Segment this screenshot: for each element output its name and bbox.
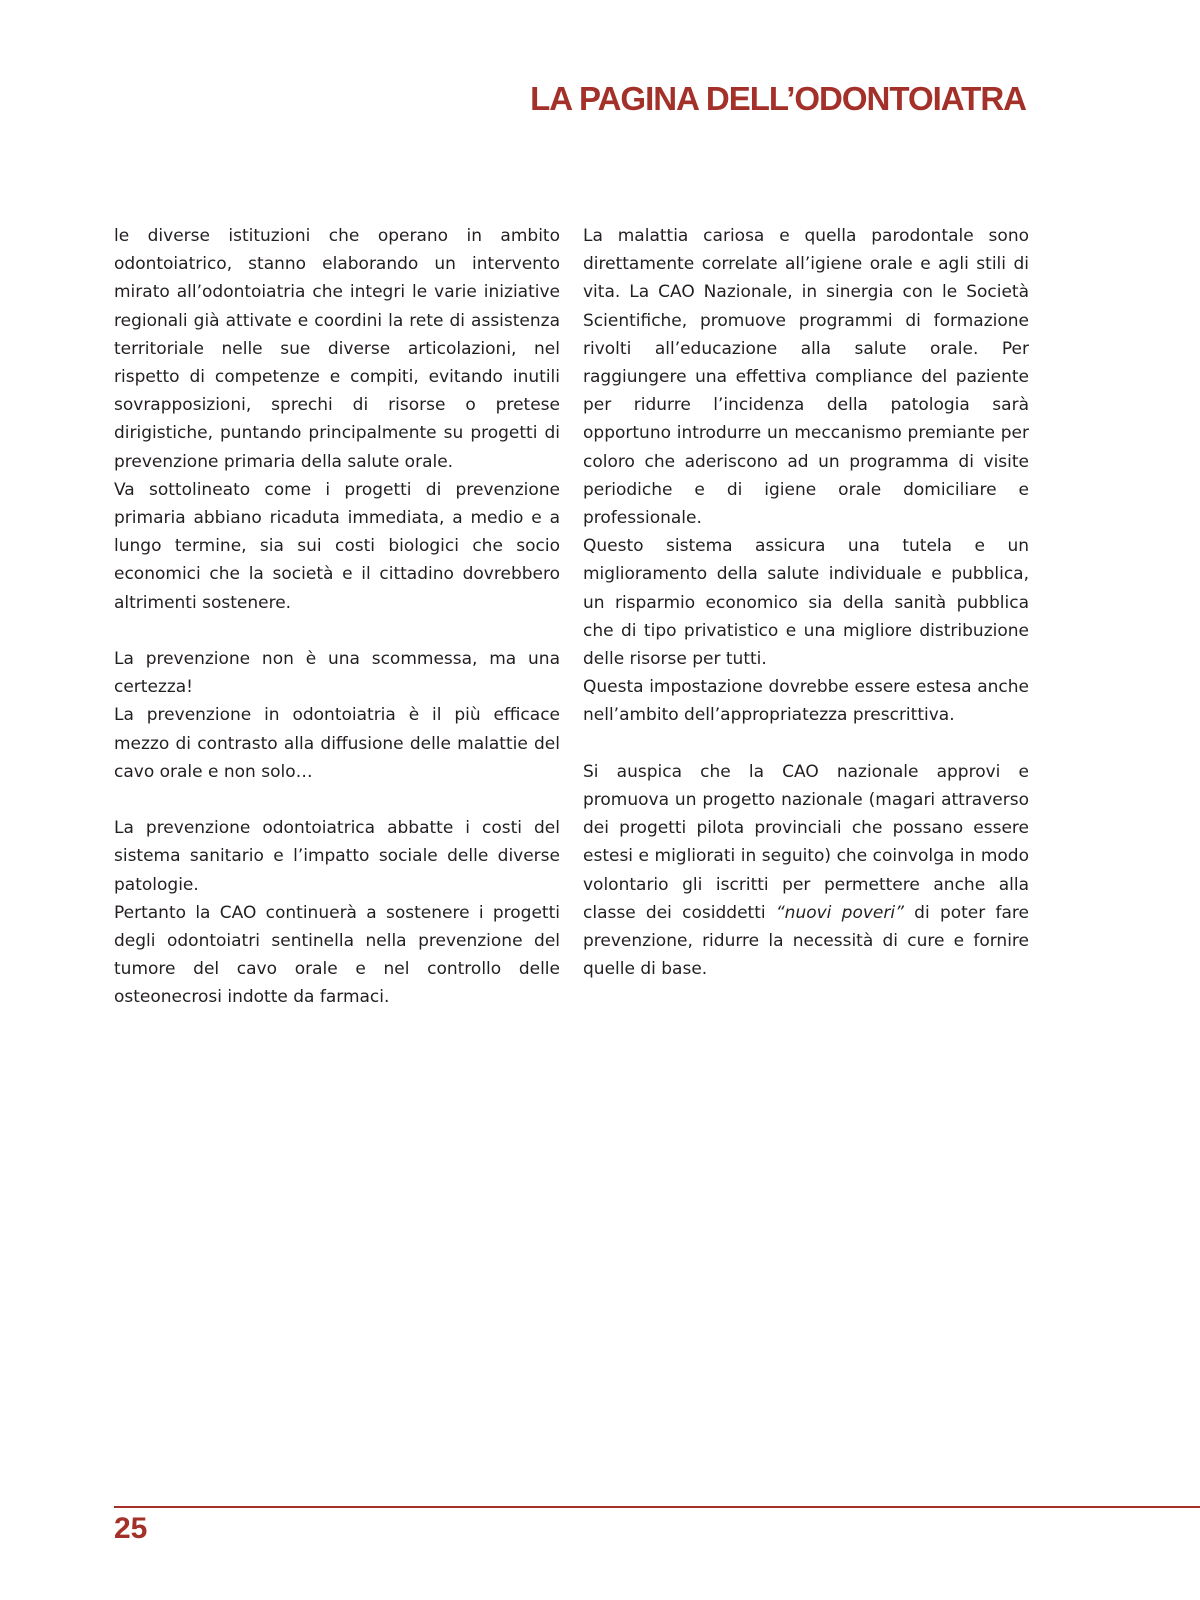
paragraph: Questo sistema assicura una tutela e un miglioramento della salute individuale e pubblica, un risparmio economico sia della sanità pubblica che di tipo privatistico e una migliore distribuzione delle risorse per tutti. (583, 536, 1029, 670)
paragraph: Va sottolineato come i progetti di prevenzione primaria abbiano ricaduta immediata, a medio e a lungo termine, sia sui costi biologici che socio economici che la società e il cittadino dovrebbero altrimenti sostenere. (114, 479, 560, 613)
page-number: 25 (114, 1512, 148, 1545)
paragraph: Questa impostazione dovrebbe essere estesa anche nell’ambito dell’appropriatezza prescrittiva. (583, 677, 1029, 726)
paragraph (583, 758, 1029, 984)
page-title: LA PAGINA DELL’ODONTOIATRA (530, 80, 1026, 117)
paragraph: La prevenzione non è una scommessa, ma una certezza! (114, 649, 560, 698)
paragraph: Pertanto la CAO continuerà a sostenere i progetti degli odontoiatri sentinella nella prevenzione del tumore del cavo orale e nel controllo delle osteonecrosi indotte da farmaci. (114, 902, 560, 1008)
paragraph-text: Si auspica che la CAO nazionale approvi e promuova un progetto nazionale (magari attraverso dei progetti pilota provinciali che possano essere estesi e migliorati in seguito) che coinvolga in modo volontario gli iscritti per permettere anche alla classe dei cosiddetti (583, 761, 1029, 923)
text-column-right (583, 222, 1029, 983)
paragraph-text: di poter fare prevenzione, ridurre la necessità di cure e fornire quelle di base. (583, 902, 1029, 980)
text-column-left (114, 222, 560, 1012)
footer-divider (114, 1506, 1200, 1508)
paragraph: La malattia cariosa e quella parodontale sono direttamente correlate all’igiene orale e agli stili di vita. La CAO Nazionale, in sinergia con le Società Scientifiche, promuove programmi di formazione rivolti all’educazione alla salute orale. Per raggiungere una effettiva compliance del paziente per ridurre l’incidenza della patologia sarà opportuno introdurre un meccanismo premiante per coloro che aderiscono ad un programma di visite periodiche e di igiene orale domiciliare e professionale. (583, 226, 1029, 529)
paragraph: La prevenzione in odontoiatria è il più efficace mezzo di contrasto alla diffusione delle malattie del cavo orale e non solo… (114, 705, 560, 782)
paragraph: le diverse istituzioni che operano in ambito odontoiatrico, stanno elaborando un intervento mirato all’odontoiatria che integri le varie iniziative regionali già attivate e coordini la rete di assistenza territoriale nelle sue diverse articolazioni, nel rispetto di competenze e compiti, evitando inutili sovrapposizioni, sprechi di risorse o pretese dirigistiche, puntando principalmente su progetti di prevenzione primaria della salute orale. (114, 226, 560, 472)
italic-quote: “nuovi poveri” (775, 902, 904, 923)
paragraph: La prevenzione odontoiatrica abbatte i costi del sistema sanitario e l’impatto sociale delle diverse patologie. (114, 818, 560, 895)
